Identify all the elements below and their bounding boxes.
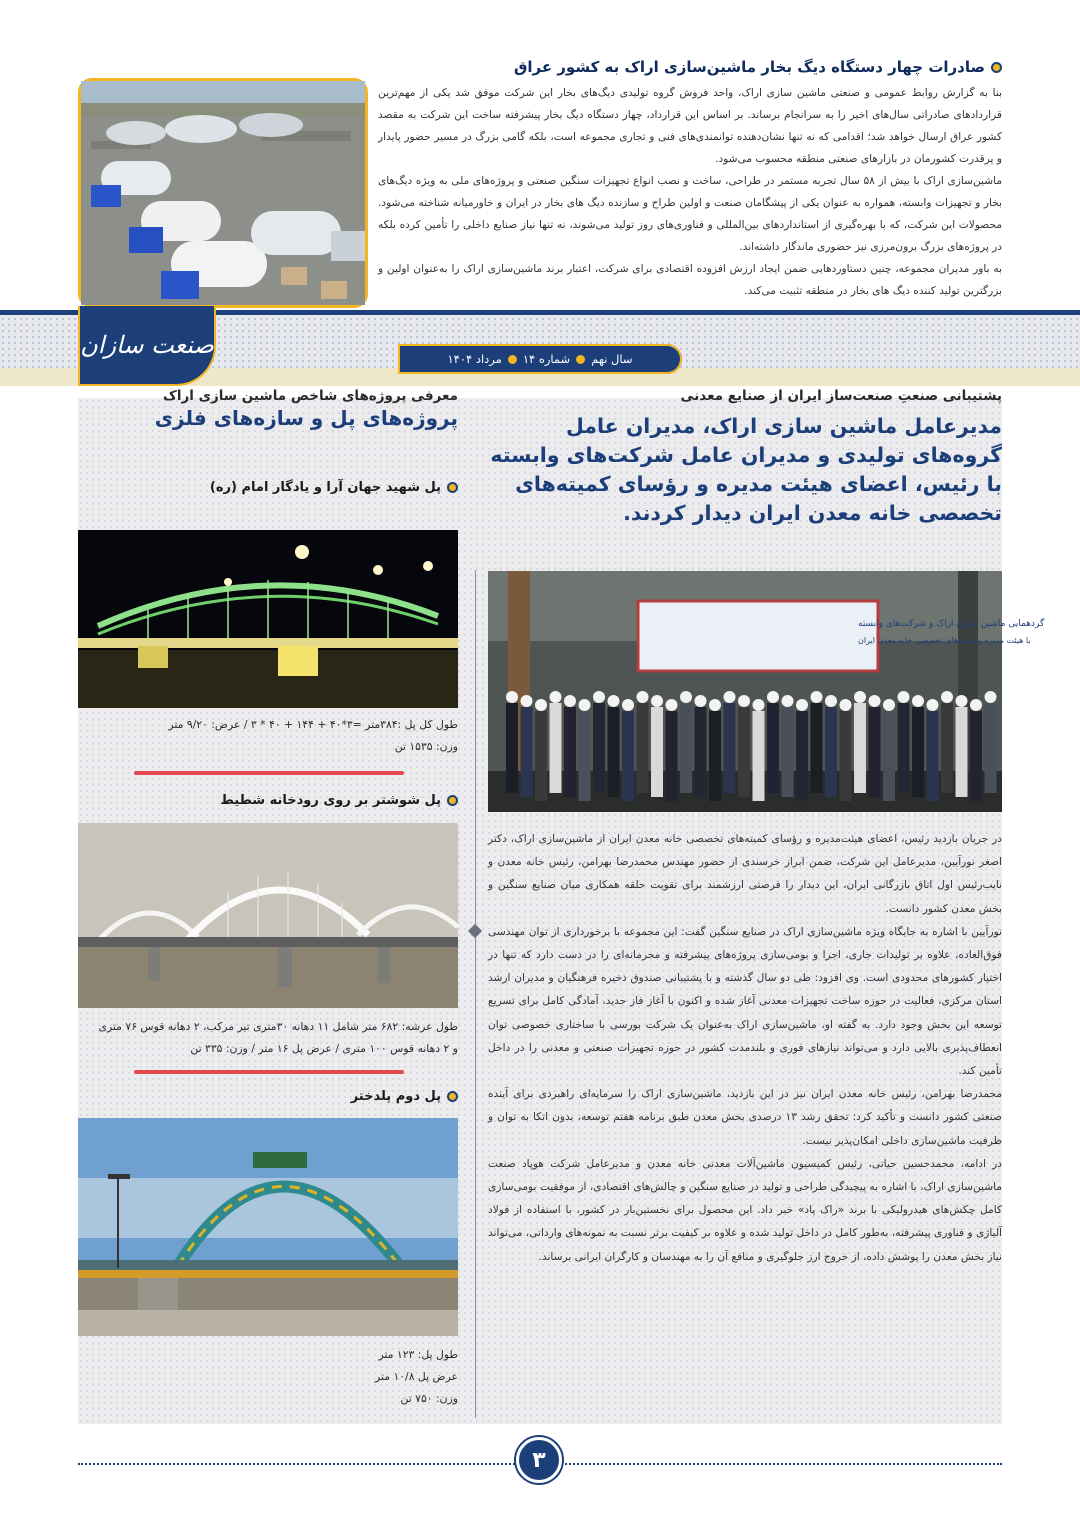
- hard-hat-icon: [927, 699, 939, 711]
- meeting-group-photo: [488, 571, 1045, 812]
- bridge-photo-poldokhtar: [78, 1118, 458, 1336]
- person-figure: [695, 707, 707, 797]
- hard-hat-icon: [564, 695, 576, 707]
- hard-hat-icon: [985, 691, 997, 703]
- person-figure: [970, 711, 982, 801]
- hard-hat-icon: [956, 695, 968, 707]
- person-figure: [680, 703, 692, 793]
- person-figure: [956, 707, 968, 797]
- person-figure: [724, 703, 736, 793]
- hard-hat-icon: [854, 691, 866, 703]
- hard-hat-icon: [767, 691, 779, 703]
- person-figure: [898, 703, 910, 793]
- hard-hat-icon: [666, 699, 678, 711]
- person-figure: [521, 707, 533, 797]
- bullet-icon: [447, 1091, 458, 1102]
- column-divider: [475, 570, 476, 1418]
- bullet-icon: [447, 795, 458, 806]
- boilers-photo: [78, 78, 368, 308]
- person-figure: [738, 707, 750, 797]
- issue-number: شماره ۱۴: [522, 352, 571, 366]
- export-article-body: [378, 82, 1002, 302]
- person-figure: [883, 711, 895, 801]
- person-figure: [869, 707, 881, 797]
- night-bridge-illustration: [78, 530, 458, 708]
- person-figure: [854, 703, 866, 793]
- hard-hat-icon: [579, 699, 591, 711]
- person-figure: [811, 703, 823, 793]
- hard-hat-icon: [970, 699, 982, 711]
- hard-hat-icon: [709, 699, 721, 711]
- main-article: [488, 388, 1045, 1263]
- person-figure: [550, 703, 562, 793]
- paragraph: محمدرضا بهرامن، رئیس خانه معدن ایران نیز در این بازدید، ماشین‌سازی اراک را سرمایه‌ای راهبردی برای آینده صنعتی کشور دانست و تأکید کرد: تحقق رشد ۱۳ درصدی بخش معدن طبق برنامه هفتم توسعه، بدون اتکا به توان و ظرفیت ماشین‌سازی داخلی امکان‌پذیر نیست.: [488, 1088, 1002, 1147]
- bridge-title: پل شهید جهان آرا و یادگار امام (ره): [78, 480, 458, 495]
- person-figure: [796, 711, 808, 801]
- bridge-caption: طول عرشه: ۶۸۲ متر شامل ۱۱ دهانه ۳۰متری تیر مرکب، ۲ دهانه قوس ۷۶ متری و ۲ دهانه قوس ۱۰۰ متری / عرض پل ۱۶ متر / وزن: ۳۳۵ تن: [98, 1020, 458, 1055]
- bridge-photo-shushtar: [78, 823, 458, 1008]
- issue-date: مرداد ۱۴۰۴: [447, 352, 502, 366]
- hard-hat-icon: [796, 699, 808, 711]
- main-article-headline: مدیرعامل ماشین سازی اراک، مدیران عامل گروه‌های تولیدی و مدیران عامل شرکت‌های وابسته با رئیس، اعضای هیئت مدیره و رؤسای کمیته‌های تخصصی خانه معدن ایران دیدار کردند.: [490, 414, 1002, 525]
- hard-hat-icon: [651, 695, 663, 707]
- person-figure: [767, 703, 779, 793]
- hard-hat-icon: [637, 691, 649, 703]
- person-figure: [608, 707, 620, 797]
- section-separator: [134, 771, 404, 775]
- projects-section: [78, 388, 458, 430]
- paragraph: بنا به گزارش روابط عمومی و صنعتی ماشین سازی اراک، واحد فروش گروه تولیدی دیگ‌های بخار این شرکت موفق شد یکی از مهم‌ترین قراردادهای صادراتی سال‌های اخیر را به سرانجام برساند. بر اساس این قرارداد، چهار دستگاه دیگ بخار پیشرفته ساخت این شرکت به مقصد کشور عراق ارسال خواهد شد؛ اقدامی که نه تنها نشان‌دهنده توانمندی‌های فنی و تجاری مجموعه است، بلکه گامی بزرگ در مسیر حضور پایدار و پرقدرت کشورمان در بازارهای صنعتی منطقه محسوب می‌شود.: [378, 87, 1002, 165]
- dot-icon: [576, 355, 585, 364]
- banner-text: با هیئت مدیره و کمیته‌های تخصصی خانه معدن ایران: [858, 636, 1031, 645]
- meeting-illustration: [488, 571, 1045, 812]
- projects-kicker: معرفی پروژه‌های شاخص ماشین سازی اراک: [163, 388, 458, 404]
- hard-hat-icon: [593, 691, 605, 703]
- hard-hat-icon: [724, 691, 736, 703]
- hard-hat-icon: [898, 691, 910, 703]
- main-article-kicker: پشتیبانی صنعتِ صنعت‌ساز ایران از صنایع معدنی: [680, 388, 1002, 404]
- bridge-caption: طول کل پل :۳۸۴متر =۳*۴۰ + ۱۴۴ + ۴۰ * ۳ / عرض: ۹/۲۰ متر وزن: ۱۵۳۵ تن: [168, 718, 458, 753]
- person-figure: [564, 707, 576, 797]
- hard-hat-icon: [883, 699, 895, 711]
- hard-hat-icon: [738, 695, 750, 707]
- dot-icon: [508, 355, 517, 364]
- boilers-illustration: [81, 81, 365, 305]
- bridge-caption: طول پل: ۱۲۳ متر عرض پل ۱۰/۸ متر وزن: ۷۵۰ تن: [375, 1348, 458, 1405]
- hard-hat-icon: [695, 695, 707, 707]
- person-figure: [912, 707, 924, 797]
- person-figure: [840, 711, 852, 801]
- paragraph: در جریان بازدید رئیس، اعضای هیئت‌مدیره و رؤسای کمیته‌های تخصصی خانه معدن ایران از ماشین‌سازی اراک، دکتر اصغر نورآیین، مدیرعامل این شرکت، ضمن ابراز خرسندی از حضور مهندس محمدرضا بهرامن، رئیس خانه معدن و نایب‌رئیس اول اتاق بازرگانی ایران، این دیدار را فرصتی ارزشمند برای تقویت حلقه همکاری میان صنایع سنگین و بخش معدن کشور دانست.: [488, 833, 1002, 915]
- hard-hat-icon: [608, 695, 620, 707]
- issue-info: [398, 344, 682, 374]
- person-figure: [579, 711, 591, 801]
- paragraph: نورآیین با اشاره به جایگاه ویژه ماشین‌سازی اراک در صنایع سنگین گفت: این مجموعه با برخورداری از توان مهندسی فوق‌العاده، علاوه بر تولیدات جاری، اجرا و بومی‌سازی پروژه‌های پیشرفته و محرمانه‌ای را در دست دارد که تنها در اختیار کشورهای محدودی است. وی افزود: طی دو سال گذشته و با پشتیبانی صندوق ذخیره فرهنگیان و مدیران ارشد استان مرکزی، فعالیت در حوزه ساخت تجهیزات معدنی آغاز شده و اکنون با آغاز فاز جدید، آمادگی کامل برای تسریع توسعه این بخش وجود دارد. به گفته او، ماشین‌سازی اراک به‌عنوان یک شرکت بورسی با ساختاری خصوصی توان انعطاف‌پذیری بالایی دارد و می‌تواند نیازهای فوری و بلندمدت کشور در حوزه تجهیزات صنعتی و معدنی را در داخل تأمین کند.: [488, 925, 1002, 1078]
- hard-hat-icon: [840, 699, 852, 711]
- person-figure: [506, 703, 518, 793]
- person-figure: [593, 703, 605, 793]
- paragraph: به باور مدیران مجموعه، چنین دستاوردهایی ضمن ایجاد ارزش افزوده اقتصادی برای شرکت، اعتبار برند ماشین‌سازی اراک را به‌عنوان اولین و بزرگترین تولید کننده دیگ های بخار در منطقه تثبیت می‌کند.: [378, 263, 1002, 297]
- arch-bridge-illustration: [78, 823, 458, 1008]
- paragraph: در ادامه، محمدحسین حیاتی، رئیس کمیسیون ماشین‌آلات معدنی خانه معدن و مدیرعامل شرکت هوپاد صنعت ماشین‌سازی اراک، با اشاره به پیچیدگی طراحی و تولید در صنایع سنگین و چالش‌های اقتصادی، از موفقیت بومی‌سازی کامل چکش‌های هیدرولیکی با برند «راک پاد» خبر داد. این محصول برای نخستین‌بار در کشور، با استفاده از فولاد آلیاژی و فناوری پیشرفته، به‌طور کامل در داخل تولید شده و علاوه بر کیفیت برتر نسبت به نمونه‌های وارداتی، می‌تواند نیاز بخش معدن را پوشش داده، از خروج ارز جلوگیری و منافع آن را به مهندسان و کارگران ایرانی برساند.: [488, 1157, 1002, 1263]
- hard-hat-icon: [753, 699, 765, 711]
- export-article-title: صادرات چهار دستگاه دیگ بخار ماشین‌سازی اراک به کشور عراق: [378, 58, 1002, 76]
- person-figure: [651, 707, 663, 797]
- hard-hat-icon: [535, 699, 547, 711]
- hard-hat-icon: [941, 691, 953, 703]
- person-figure: [666, 711, 678, 801]
- hard-hat-icon: [506, 691, 518, 703]
- bridge-title: پل دوم پلدختر: [78, 1089, 458, 1104]
- bridge-photo-jahanara: [78, 530, 458, 708]
- person-figure: [622, 711, 634, 801]
- bridge-title: پل شوشتر بر روی رودخانه شطیط: [78, 793, 458, 808]
- banner-text: گردهمایی ماشین سازی اراک و شرکت‌های وابسته: [858, 619, 1045, 629]
- person-figure: [637, 703, 649, 793]
- hard-hat-icon: [550, 691, 562, 703]
- person-figure: [782, 707, 794, 797]
- person-figure: [985, 703, 997, 793]
- person-figure: [927, 711, 939, 801]
- person-figure: [941, 703, 953, 793]
- hard-hat-icon: [622, 699, 634, 711]
- hard-hat-icon: [825, 695, 837, 707]
- bullet-icon: [991, 62, 1002, 73]
- paragraph: ماشین‌سازی اراک با بیش از ۵۸ سال تجربه مستمر در طراحی، ساخت و نصب انواع تجهیزات سنگین صنعتی و پروژه‌های ملی به ویژه دیگ‌های بخار و تجهیزات وابسته، همواره به عنوان یکی از پیشگامان صنعت و اولین طراح و سازنده دیگ های بخار در ایران و خاورمیانه شناخته می‌شود. محصولات این شرکت، که با بهره‌گیری از استانداردهای بین‌المللی و فناوری‌های روز تولید می‌شوند، نه تنها نیاز صنایع داخلی را تأمین کرده بلکه در پروژه‌های بزرگ برون‌مرزی نیز حضوری ماندگار داشته‌اند.: [378, 175, 1002, 253]
- hard-hat-icon: [912, 695, 924, 707]
- issue-year: سال نهم: [591, 352, 633, 366]
- hard-hat-icon: [782, 695, 794, 707]
- hard-hat-icon: [680, 691, 692, 703]
- page-number: ۳: [516, 1437, 562, 1483]
- bullet-icon: [447, 482, 458, 493]
- magazine-logo: صنعت سازان: [78, 306, 216, 386]
- person-figure: [535, 711, 547, 801]
- hard-hat-icon: [869, 695, 881, 707]
- person-figure: [709, 711, 721, 801]
- section-separator: [134, 1070, 404, 1074]
- person-figure: [753, 711, 765, 801]
- export-article: [378, 58, 1002, 308]
- person-figure: [825, 707, 837, 797]
- poldokhtar-bridge-illustration: [78, 1118, 458, 1336]
- projects-title: پروژه‌های پل و سازه‌های فلزی: [154, 406, 458, 430]
- main-article-body: [488, 828, 1002, 1269]
- hard-hat-icon: [521, 695, 533, 707]
- hard-hat-icon: [811, 691, 823, 703]
